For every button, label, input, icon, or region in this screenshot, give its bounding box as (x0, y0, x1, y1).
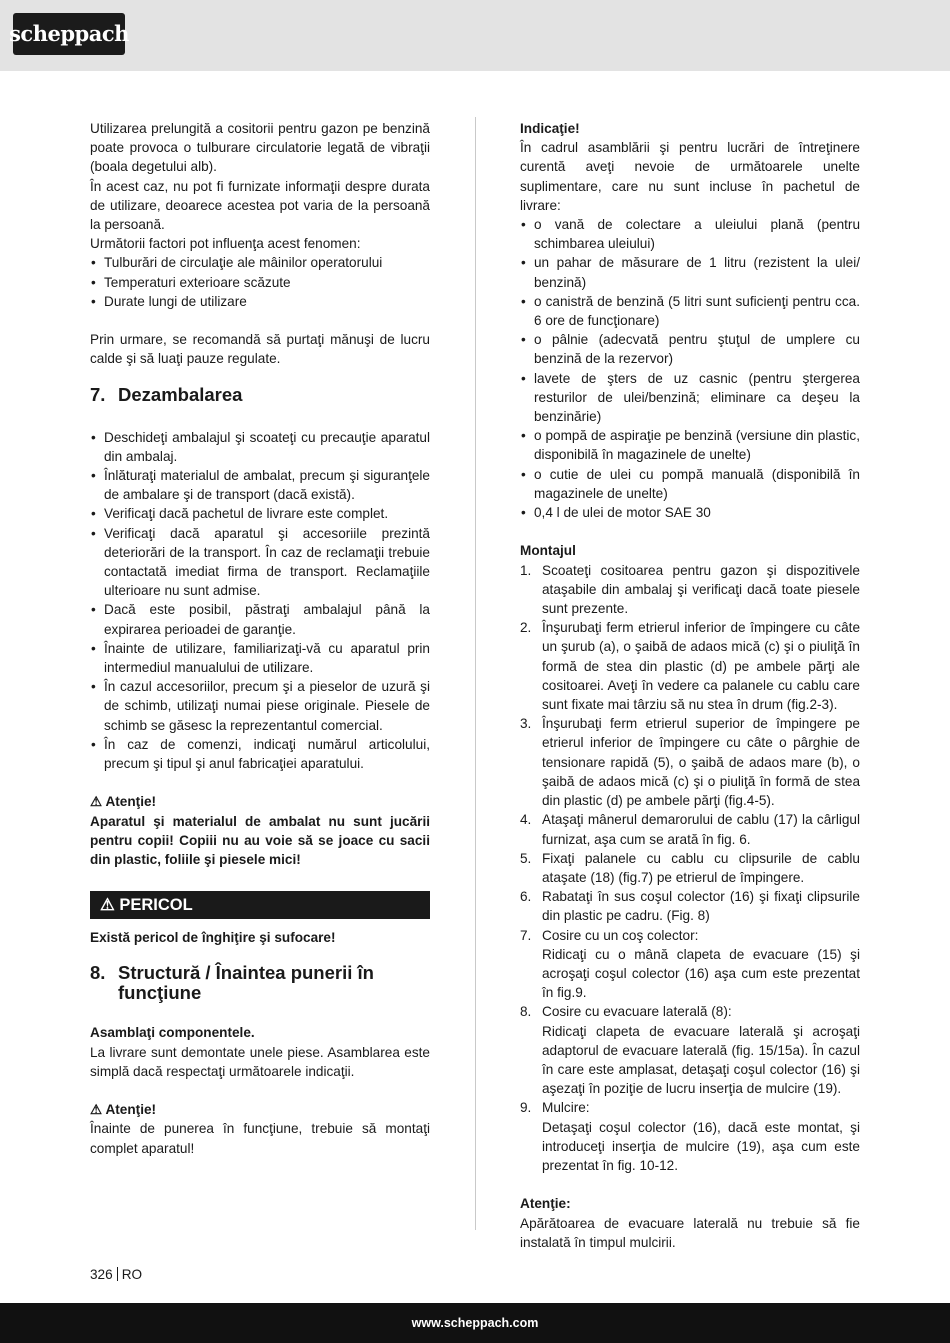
list-item: • o cutie de ulei cu pompă manuală (disponibilă în magazinele de unelte) (520, 465, 860, 503)
unpacking-list (90, 428, 430, 774)
list-item: • o canistră de benzină (5 litri sunt suficienţi pentru cca. 6 ore de funcţionare) (520, 292, 860, 330)
danger-text: Există pericol de înghiţire şi sufocare! (90, 930, 336, 946)
list-item: • Durate lungi de utilizare (90, 292, 430, 311)
list-item: 1. Scoateţi cositoarea pentru gazon şi dispozitivele ataşabile din ambalaj şi verificaţi dacă toate piesele sunt prezente. (520, 562, 860, 617)
montage-steps (520, 561, 860, 1176)
note-text: În cadrul asamblării şi pentru lucrări de întreţinere curentă aveţi nevoie de următoarele unelte suplimentare, care nu sunt incluse în pachetul de livrare: (520, 140, 860, 213)
warning-title: ⚠ Atenţie! (90, 794, 157, 810)
list-item: 2. Înşurubaţi ferm etrierul inferior de împingere cu câte un şurub (a), o şaibă de adaos mică (c) şi o piuliţă în formă de stea din plastic (d) pe ambele părţi ale cositoarei. Aveţi în vedere ca palanele cu cablu care sunt fixate mai târziu să nu stea în drum (fig.2-3). (520, 620, 860, 713)
list-item: 4. Ataşaţi mânerul demarorului de cablu (17) la cârligul furnizat, aşa cum se arată în fig. 6. (520, 812, 860, 847)
list-item: 8. Cosire cu evacuare laterală (8): Ridicaţi clapeta de evacuare laterală şi acroşaţi adaptorul de evacuare laterală (fig. 15/15a). În cazul în care este amplasat, detaşaţi coşul colector (16) şi aşezaţi în poziţie de lucru inserţia de mulcire (19). (520, 1004, 860, 1097)
montage-title: Montajul (520, 543, 576, 559)
list-item: • o pâlnie (adecvată pentru ştuţul de umplere cu benzină de la rezervor) (520, 330, 860, 368)
section-number: 7. (90, 383, 106, 405)
attention-title: Atenţie: (520, 1196, 571, 1212)
list-item: 7. Cosire cu un coş colector: Ridicaţi cu o mână clapeta de evacuare (15) şi acroşaţi coşul colector (16) aşa cum este prezentat în fig.9. (520, 927, 860, 1001)
list-item: • Tulburări de circulaţie ale mâinilor operatorului (90, 253, 430, 272)
section-7-heading (90, 385, 430, 405)
list-item: • o vană de colectare a uleiului plană (pentru schimbarea uleiului) (520, 215, 860, 253)
list-item: • un pahar de măsurare de 1 litru (rezistent la ulei/ benzină) (520, 253, 860, 291)
list-item: • În cazul accesoriilor, precum şi a pieselor de uzură şi de schimb, utilizaţi numai piese originale. Piesele de schimb se găsesc la reprezentantul comercial. (90, 677, 430, 735)
list-item: 3. Înşurubaţi ferm etrierul superior de împingere pe etrierul inferior de împingere cu câte o pârghie de tensionare rapidă (5), o şaibă de adaos mare (b), o şaibă de adaos mică (c) şi o piuliţă în formă de stea din plastic (d) pe ambele părţi (fig.4-5). (520, 716, 860, 809)
section-number: 8. (90, 962, 106, 984)
recommendation-paragraph: Prin urmare, se recomandă să purtaţi mănuşi de lucru calde şi să luaţi pauze regulate. (90, 332, 430, 367)
page-number-value: 326 (90, 1267, 113, 1282)
section-title: Dezambalarea (118, 383, 243, 405)
right-column (520, 119, 860, 1252)
page-number (90, 1265, 142, 1284)
left-column (90, 119, 430, 1158)
list-item: • În caz de comenzi, indicaţi numărul articolului, precum şi tipul şi anul fabricaţiei aparatului. (90, 735, 430, 773)
tools-list (520, 215, 860, 522)
note-title: Indicaţie! (520, 121, 580, 136)
website-link[interactable]: www.scheppach.com (411, 1316, 539, 1330)
section-title: Structură / Înaintea punerii în funcţiune (118, 962, 374, 1004)
intro-paragraph-3: Următorii factori pot influenţa acest fenomen: (90, 236, 361, 252)
list-item: • Verificaţi dacă pachetul de livrare este complet. (90, 504, 430, 523)
list-item: • 0,4 l de ulei de motor SAE 30 (520, 503, 860, 522)
list-item: • Dacă este posibil, păstraţi ambalajul până la expirarea perioadei de garanţie. (90, 600, 430, 638)
scheppach-logo: scheppach (13, 13, 125, 55)
list-item: • Verificaţi dacă aparatul şi accesoriile prezintă deteriorări de la transport. În caz de reclamaţii trebuie contactată imediat firma de transport. Reclamaţiile ulterioare nu sunt admise. (90, 524, 430, 601)
list-item: • Temperaturi exterioare scăzute (90, 273, 430, 292)
list-item: 6. Rabataţi în sus coşul colector (16) şi fixaţi clipsurile din plastic pe cadru. (Fig. 8) (520, 889, 860, 924)
list-item: • Înainte de utilizare, familiarizaţi-vă cu aparatul prin intermediul manualului de utilizare. (90, 639, 430, 677)
intro-paragraph-2: În acest caz, nu pot fi furnizate informaţii despre durata de utilizare, deoarece acestea pot varia de la persoană la persoană. (90, 178, 430, 233)
footer-band (0, 1303, 950, 1343)
attention-text: Apărătoarea de evacuare laterală nu trebuie să fie instalată în timpul mulcirii. (520, 1215, 860, 1250)
list-item: 5. Fixaţi palanele cu cablu cu clipsurile de cablu ataşate (18) (fig.7) pe etrierul de împingere. (520, 850, 860, 885)
list-item: • lavete de şters de uz casnic (pentru ştergerea resturilor de ulei/benzină; eliminare ca deşeu la benzinărie) (520, 369, 860, 427)
list-item: • Înlăturaţi materialul de ambalat, precum şi siguranţele de ambalare şi de transport (dacă există). (90, 466, 430, 504)
assembly-subtitle: Asamblaţi componentele. (90, 1025, 255, 1041)
assembly-text: La livrare sunt demontate unele piese. Asamblarea este simplă dacă respectaţi următoarele indicaţii. (90, 1044, 430, 1079)
warning-text: Aparatul şi materialul de ambalat nu sunt jucării pentru copii! Copiii nu au voie să se joace cu sacii din plastic, foliile şi piesele mici! (90, 813, 430, 868)
danger-banner: ⚠ PERICOL (90, 891, 430, 919)
list-item: 9. Mulcire: Detaşaţi coşul colector (16), dacă este montat, şi introduceţi inserţia de mulcire (19), aşa cum este prezentat în fig. 10-12. (520, 1100, 860, 1173)
warning-title: ⚠ Atenţie! (90, 1102, 157, 1118)
warning-text: Înainte de punerea în funcţiune, trebuie să montaţi complet aparatul! (90, 1121, 430, 1156)
separator (117, 1267, 118, 1281)
language-code: RO (121, 1267, 143, 1282)
column-divider (475, 117, 476, 1230)
intro-paragraph-1: Utilizarea prelungită a cositorii pentru gazon pe benzină poate provoca o tulburare circulatorie legată de vibraţii (boala degetului alb). (90, 121, 430, 175)
list-item: • o pompă de aspiraţie pe benzină (versiune din plastic, disponibilă în magazinele de unelte) (520, 426, 860, 464)
section-8-heading (90, 963, 430, 1003)
list-item: • Deschideţi ambalajul şi scoateţi cu precauţie aparatul din ambalaj. (90, 428, 430, 466)
factors-list (90, 253, 430, 311)
header-band (0, 0, 950, 71)
